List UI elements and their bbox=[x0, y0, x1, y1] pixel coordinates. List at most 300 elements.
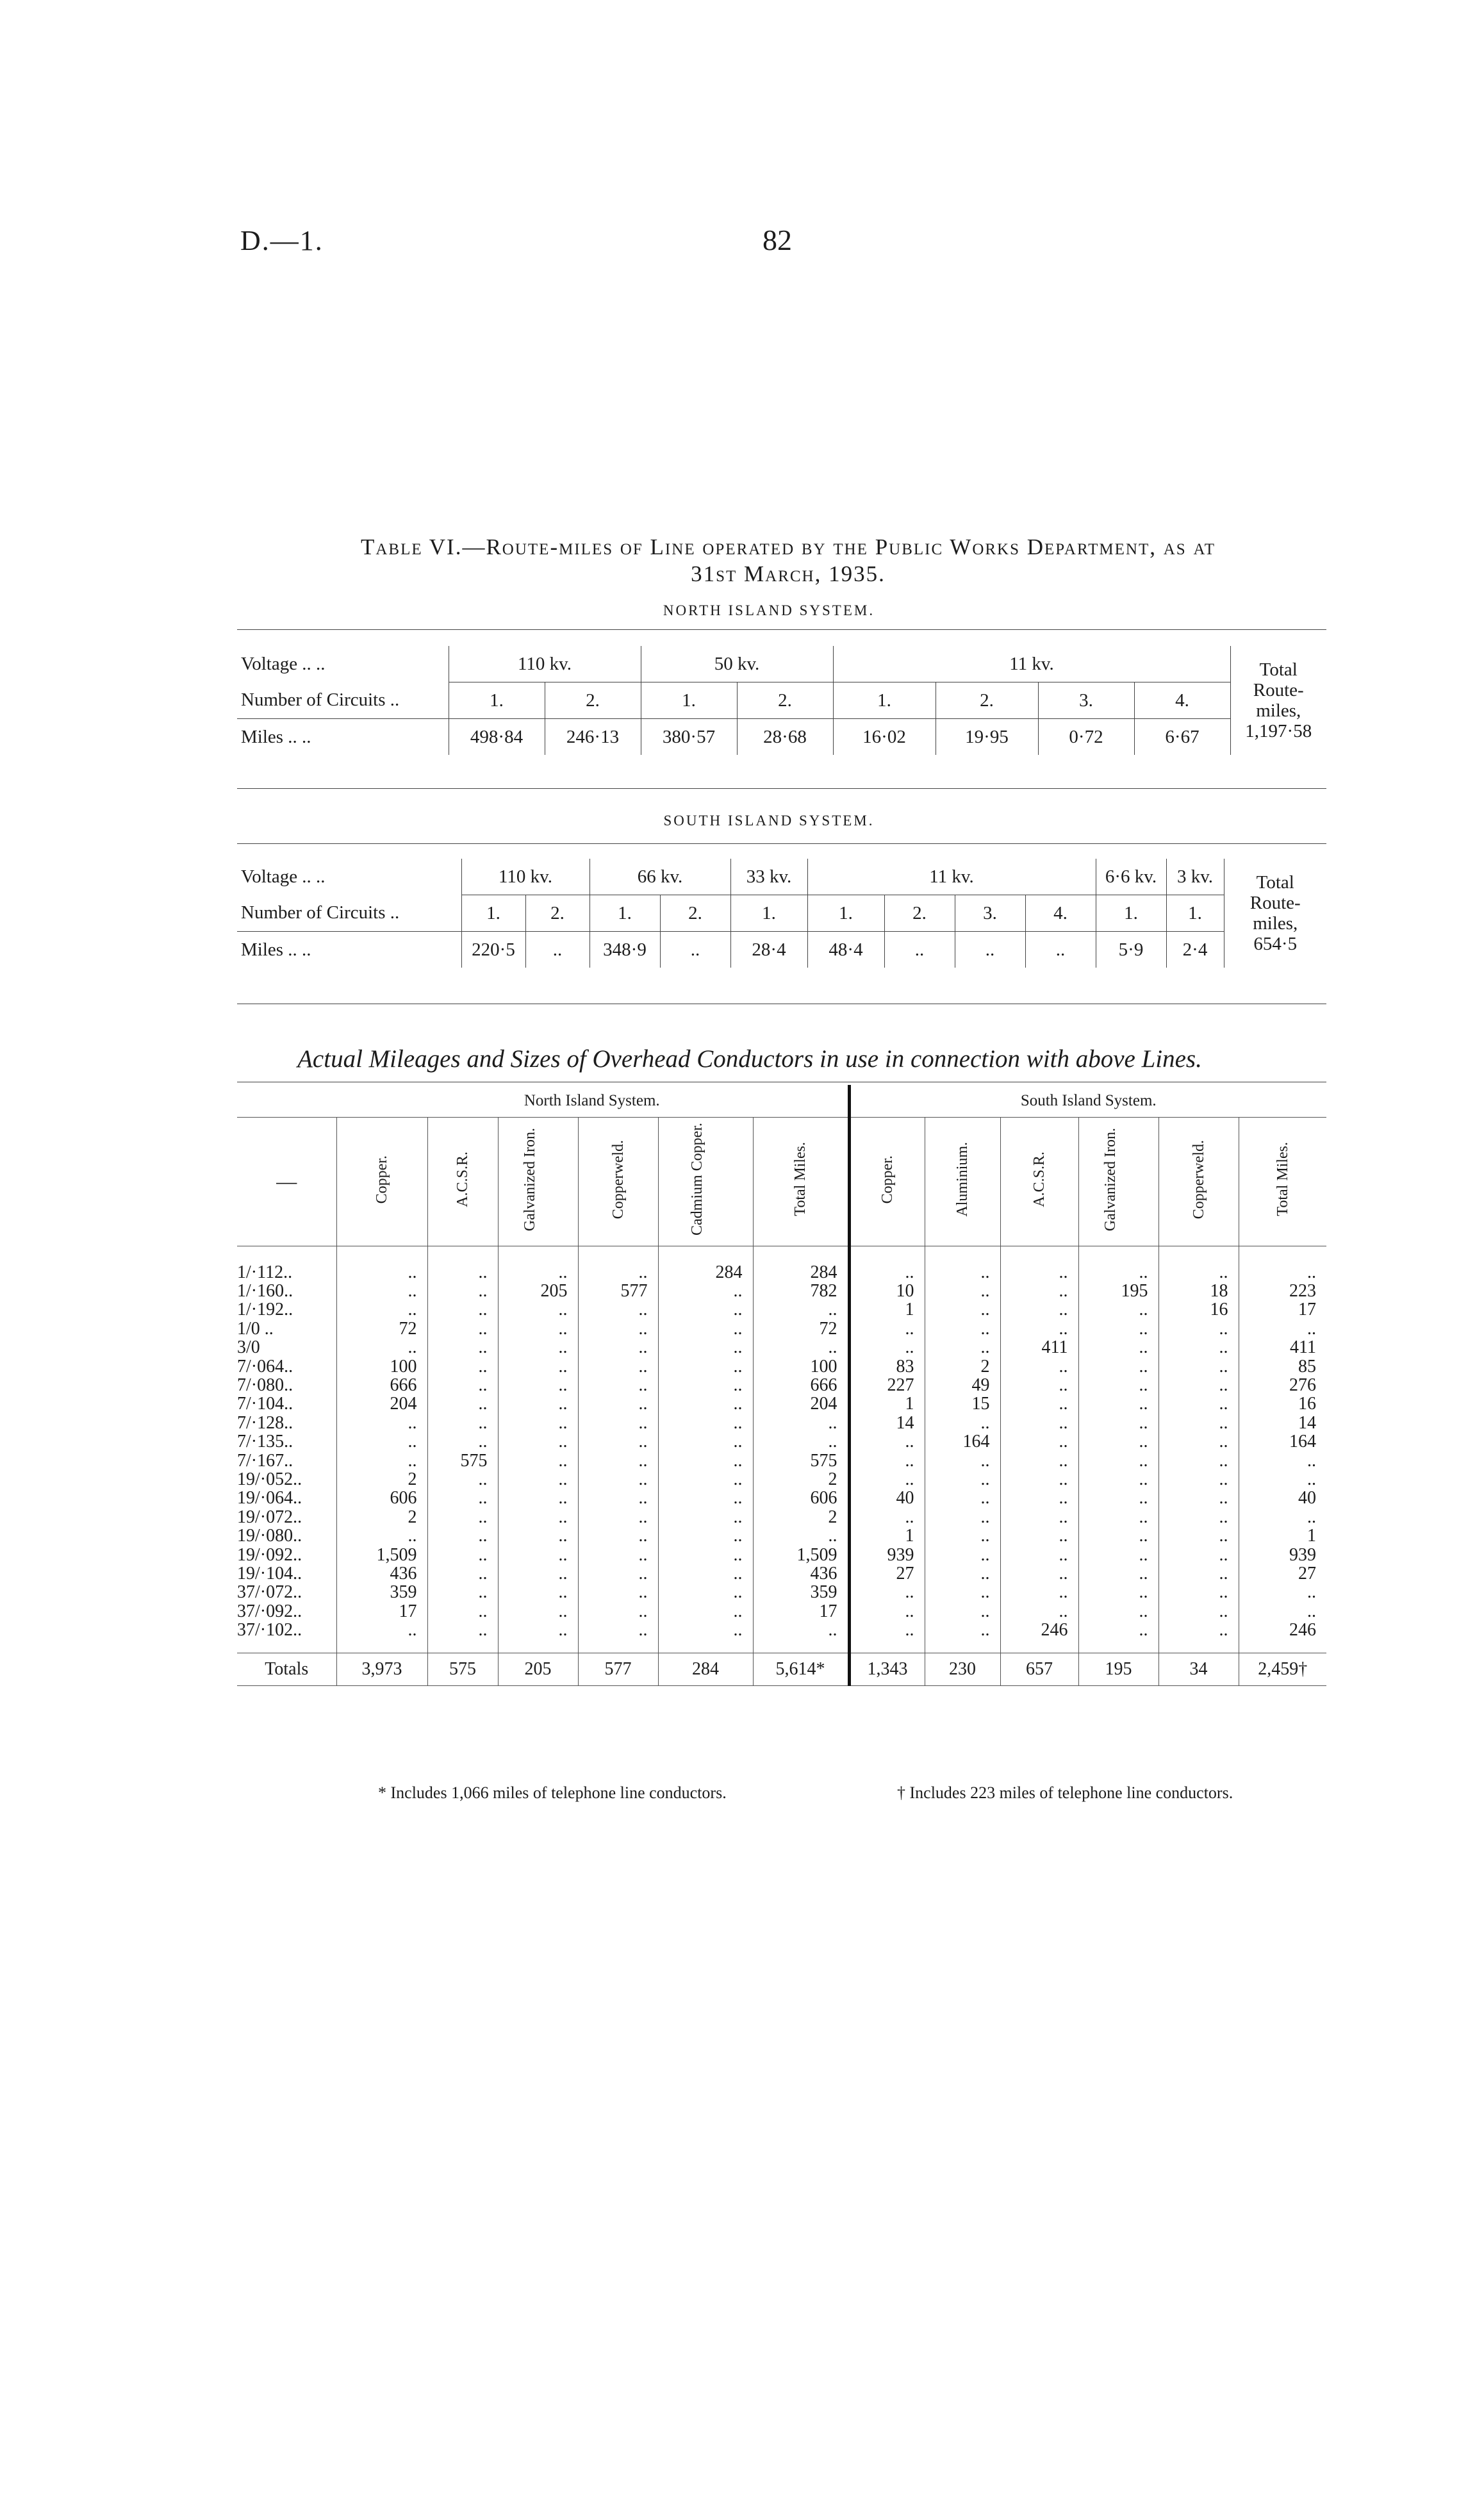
table-row bbox=[237, 1508, 1326, 1526]
north-acsr-cell: .. bbox=[427, 1602, 498, 1621]
north-acsr-cell: .. bbox=[427, 1546, 498, 1564]
north-cadmium-cell: 284 bbox=[658, 1263, 753, 1282]
south-copperweld-cell: .. bbox=[1158, 1263, 1239, 1282]
conductor-size: 7/·135.. bbox=[237, 1432, 293, 1452]
north-copper-cell: 666 bbox=[336, 1376, 427, 1394]
north-miles-value: 28·68 bbox=[737, 719, 833, 756]
south-copperweld-cell: .. bbox=[1158, 1319, 1239, 1338]
col-label: Copper. bbox=[374, 1155, 390, 1203]
conductor-size: 1/·112.. bbox=[237, 1262, 293, 1282]
north-total-cell bbox=[1230, 646, 1326, 755]
south-acsr-cell: .. bbox=[1000, 1546, 1078, 1564]
table-row bbox=[237, 1319, 1326, 1338]
north-galvanized-cell: 205 bbox=[498, 1282, 578, 1300]
south-galvanized-cell: .. bbox=[1078, 1508, 1158, 1526]
table-row bbox=[237, 1282, 1326, 1300]
north-copper-cell: .. bbox=[336, 1282, 427, 1300]
south-copperweld-cell: .. bbox=[1158, 1602, 1239, 1621]
south-circuit: 1. bbox=[589, 895, 660, 932]
north-galvanized-cell: .. bbox=[498, 1300, 578, 1319]
north-total-north-acsr-cell: 575 bbox=[427, 1653, 498, 1685]
north-copperweld-cell: .. bbox=[578, 1319, 658, 1338]
north-copperweld-cell: .. bbox=[578, 1508, 658, 1526]
north-copper-cell: .. bbox=[336, 1300, 427, 1319]
north-copperweld-cell: .. bbox=[578, 1414, 658, 1432]
north-galvanized-cell: .. bbox=[498, 1432, 578, 1451]
south-voltage-110: 110 kv. bbox=[461, 859, 589, 895]
table-row bbox=[237, 1357, 1326, 1376]
north-total-cell: 72 bbox=[753, 1319, 849, 1338]
north-copperweld-cell: .. bbox=[578, 1357, 658, 1376]
north-total-north-copper-cell: 3,973 bbox=[336, 1653, 427, 1685]
totals-label: Totals bbox=[265, 1658, 309, 1679]
south-total-cell: 246 bbox=[1239, 1621, 1326, 1639]
south-miles-value: .. bbox=[955, 932, 1025, 968]
south-copperweld-cell: .. bbox=[1158, 1414, 1239, 1432]
col-label: Copperweld. bbox=[1190, 1139, 1207, 1219]
south-copperweld-cell: .. bbox=[1158, 1451, 1239, 1470]
north-copperweld-cell: .. bbox=[578, 1432, 658, 1451]
south-aluminium-cell: .. bbox=[925, 1602, 1000, 1621]
table-row bbox=[237, 1583, 1326, 1601]
south-acsr-cell: .. bbox=[1000, 1414, 1078, 1432]
south-aluminium-cell: .. bbox=[925, 1470, 1000, 1489]
north-miles-value: 246·13 bbox=[545, 719, 641, 756]
south-system-label: South Island System. bbox=[849, 1085, 1326, 1117]
south-aluminium-cell: .. bbox=[925, 1282, 1000, 1300]
north-galvanized-cell: .. bbox=[498, 1263, 578, 1282]
south-total-south-galvanized-cell: 195 bbox=[1078, 1653, 1158, 1685]
north-copperweld-cell: .. bbox=[578, 1526, 658, 1545]
conductors-body bbox=[237, 1246, 1326, 1685]
south-circuit: 3. bbox=[955, 895, 1025, 932]
north-copper-cell: .. bbox=[336, 1338, 427, 1357]
north-cadmium-cell: .. bbox=[658, 1432, 753, 1451]
north-cadmium-cell: .. bbox=[658, 1394, 753, 1413]
south-acsr-cell: .. bbox=[1000, 1526, 1078, 1545]
south-galvanized-cell: .. bbox=[1078, 1432, 1158, 1451]
north-miles-label: Miles .. .. bbox=[241, 726, 311, 747]
south-total-cell: 1 bbox=[1239, 1526, 1326, 1545]
title-line-2: 31st March, 1935. bbox=[691, 561, 886, 586]
document-reference: D.—1. bbox=[240, 225, 324, 256]
south-total-south-acsr-cell: 657 bbox=[1000, 1653, 1078, 1685]
south-circuit: 2. bbox=[660, 895, 730, 932]
conductor-size: 37/·092.. bbox=[237, 1601, 302, 1621]
south-voltage-6-6: 6·6 kv. bbox=[1096, 859, 1166, 895]
col-label: Total Miles. bbox=[792, 1142, 809, 1217]
south-miles-value: 5·9 bbox=[1096, 932, 1166, 968]
south-total-cell: .. bbox=[1239, 1451, 1326, 1470]
south-total-south-copper-cell: 1,343 bbox=[849, 1653, 925, 1685]
north-miles-value: 0·72 bbox=[1038, 719, 1134, 756]
north-cadmium-cell: .. bbox=[658, 1546, 753, 1564]
north-copperweld-cell: .. bbox=[578, 1338, 658, 1357]
south-miles-label: Miles .. .. bbox=[241, 939, 311, 960]
title-line-1: Table VI.—Route-miles of Line operated by the Public Works Department, as at bbox=[361, 534, 1216, 559]
south-miles-value: 2·4 bbox=[1166, 932, 1224, 968]
north-total-cell: 575 bbox=[753, 1451, 849, 1470]
south-aluminium-cell: .. bbox=[925, 1489, 1000, 1507]
north-copperweld-cell: 577 bbox=[578, 1282, 658, 1300]
north-galvanized-cell: .. bbox=[498, 1546, 578, 1564]
north-cadmium-cell: .. bbox=[658, 1338, 753, 1357]
conductor-size: 1/0 .. bbox=[237, 1318, 274, 1339]
north-circuits-label: Number of Circuits .. bbox=[237, 682, 449, 719]
north-circuit: 1. bbox=[833, 682, 936, 719]
col-south-copper bbox=[849, 1117, 925, 1246]
north-cadmium-cell: .. bbox=[658, 1470, 753, 1489]
south-acsr-cell: 411 bbox=[1000, 1338, 1078, 1357]
south-copperweld-cell: 16 bbox=[1158, 1300, 1239, 1319]
south-galvanized-cell: .. bbox=[1078, 1564, 1158, 1583]
col-label: Galvanized Iron. bbox=[1101, 1127, 1119, 1231]
north-miles-value: 498·84 bbox=[449, 719, 545, 756]
north-total-cell: 204 bbox=[753, 1394, 849, 1413]
south-miles-value: 28·4 bbox=[730, 932, 807, 968]
north-copperweld-cell: .. bbox=[578, 1489, 658, 1507]
south-aluminium-cell: .. bbox=[925, 1300, 1000, 1319]
north-cadmium-cell: .. bbox=[658, 1489, 753, 1507]
north-acsr-cell: .. bbox=[427, 1432, 498, 1451]
south-galvanized-cell: .. bbox=[1078, 1414, 1158, 1432]
south-copperweld-cell: .. bbox=[1158, 1508, 1239, 1526]
south-acsr-cell: .. bbox=[1000, 1564, 1078, 1583]
totals-row bbox=[237, 1653, 1326, 1685]
north-acsr-cell: 575 bbox=[427, 1451, 498, 1470]
south-acsr-cell: .. bbox=[1000, 1470, 1078, 1489]
south-voltage-3: 3 kv. bbox=[1166, 859, 1224, 895]
south-circuit: 1. bbox=[1166, 895, 1224, 932]
south-acsr-cell: 246 bbox=[1000, 1621, 1078, 1639]
south-copperweld-cell: .. bbox=[1158, 1357, 1239, 1376]
south-acsr-cell: .. bbox=[1000, 1282, 1078, 1300]
south-miles-value: .. bbox=[884, 932, 955, 968]
south-total-cell: 164 bbox=[1239, 1432, 1326, 1451]
south-galvanized-cell: .. bbox=[1078, 1583, 1158, 1601]
north-acsr-cell: .. bbox=[427, 1319, 498, 1338]
south-total-cell: 411 bbox=[1239, 1338, 1326, 1357]
north-galvanized-cell: .. bbox=[498, 1621, 578, 1639]
table-row bbox=[237, 1376, 1326, 1394]
north-galvanized-cell: .. bbox=[498, 1583, 578, 1601]
south-copperweld-cell: 18 bbox=[1158, 1282, 1239, 1300]
south-circuits-label: Number of Circuits .. bbox=[237, 895, 461, 932]
north-total-cell: 17 bbox=[753, 1602, 849, 1621]
north-circuit: 2. bbox=[545, 682, 641, 719]
north-copper-cell: 606 bbox=[336, 1489, 427, 1507]
conductor-size: 1/·192.. bbox=[237, 1300, 293, 1320]
table-row bbox=[237, 1489, 1326, 1507]
south-galvanized-cell: .. bbox=[1078, 1394, 1158, 1413]
south-total-cell: .. bbox=[1239, 1583, 1326, 1601]
north-acsr-cell: .. bbox=[427, 1376, 498, 1394]
north-copperweld-cell: .. bbox=[578, 1583, 658, 1601]
north-top-rule bbox=[237, 629, 1326, 630]
north-galvanized-cell: .. bbox=[498, 1376, 578, 1394]
north-copperweld-cell: .. bbox=[578, 1263, 658, 1282]
footnote-south: † Includes 223 miles of telephone line conductors. bbox=[897, 1783, 1233, 1802]
south-copperweld-cell: .. bbox=[1158, 1376, 1239, 1394]
south-acsr-cell: .. bbox=[1000, 1508, 1078, 1526]
north-total-cell: 666 bbox=[753, 1376, 849, 1394]
south-aluminium-cell: .. bbox=[925, 1621, 1000, 1639]
north-copper-cell: 2 bbox=[336, 1470, 427, 1489]
south-aluminium-cell: .. bbox=[925, 1451, 1000, 1470]
north-cadmium-cell: .. bbox=[658, 1451, 753, 1470]
south-copperweld-cell: .. bbox=[1158, 1583, 1239, 1601]
table-row bbox=[237, 1546, 1326, 1564]
south-copperweld-cell: .. bbox=[1158, 1470, 1239, 1489]
north-copper-cell: 436 bbox=[336, 1564, 427, 1583]
col-label: A.C.S.R. bbox=[1031, 1151, 1048, 1207]
north-acsr-cell: .. bbox=[427, 1357, 498, 1376]
south-copper-cell: .. bbox=[849, 1621, 925, 1639]
north-copper-cell: 17 bbox=[336, 1602, 427, 1621]
north-copper-cell: .. bbox=[336, 1621, 427, 1639]
south-miles-value: 48·4 bbox=[807, 932, 884, 968]
south-total-south-aluminium-cell: 230 bbox=[925, 1653, 1000, 1685]
col-north-cadmium bbox=[658, 1117, 753, 1246]
north-galvanized-cell: .. bbox=[498, 1357, 578, 1376]
north-cadmium-cell: .. bbox=[658, 1621, 753, 1639]
south-voltage-11: 11 kv. bbox=[807, 859, 1096, 895]
south-copperweld-cell: .. bbox=[1158, 1394, 1239, 1413]
south-miles-value: 348·9 bbox=[589, 932, 660, 968]
north-copper-cell: 72 bbox=[336, 1319, 427, 1338]
north-total-cell: .. bbox=[753, 1621, 849, 1639]
north-acsr-cell: .. bbox=[427, 1263, 498, 1282]
north-voltage-label: Voltage .. .. bbox=[241, 653, 326, 674]
north-circuit: 4. bbox=[1134, 682, 1230, 719]
south-aluminium-cell: .. bbox=[925, 1526, 1000, 1545]
south-miles-value: .. bbox=[660, 932, 730, 968]
south-aluminium-cell: .. bbox=[925, 1546, 1000, 1564]
table-row bbox=[237, 1470, 1326, 1489]
conductor-size: 19/·052.. bbox=[237, 1469, 302, 1489]
north-copperweld-cell: .. bbox=[578, 1546, 658, 1564]
north-galvanized-cell: .. bbox=[498, 1489, 578, 1507]
north-total-cell: 284 bbox=[753, 1263, 849, 1282]
north-total-north-cadmium-cell: 284 bbox=[658, 1653, 753, 1685]
north-galvanized-cell: .. bbox=[498, 1414, 578, 1432]
south-aluminium-cell: .. bbox=[925, 1414, 1000, 1432]
south-galvanized-cell: 195 bbox=[1078, 1282, 1158, 1300]
south-copper-cell: 14 bbox=[849, 1414, 925, 1432]
col-label: Galvanized Iron. bbox=[521, 1127, 538, 1231]
south-route-table bbox=[237, 859, 1326, 968]
col-north-copper bbox=[336, 1117, 427, 1246]
table-row bbox=[237, 1263, 1326, 1282]
south-galvanized-cell: .. bbox=[1078, 1489, 1158, 1507]
south-aluminium-cell: 49 bbox=[925, 1376, 1000, 1394]
north-galvanized-cell: .. bbox=[498, 1451, 578, 1470]
south-acsr-cell: .. bbox=[1000, 1263, 1078, 1282]
north-system-label: North Island System. bbox=[336, 1085, 849, 1117]
north-copperweld-cell: .. bbox=[578, 1394, 658, 1413]
north-copper-cell: 100 bbox=[336, 1357, 427, 1376]
north-miles-value: 6·67 bbox=[1134, 719, 1230, 756]
north-total-north-galvanized-cell: 205 bbox=[498, 1653, 578, 1685]
south-copper-cell: 227 bbox=[849, 1376, 925, 1394]
south-total-cell: 223 bbox=[1239, 1282, 1326, 1300]
south-acsr-cell: .. bbox=[1000, 1319, 1078, 1338]
conductor-size: 7/·104.. bbox=[237, 1394, 293, 1414]
south-circuit: 1. bbox=[1096, 895, 1166, 932]
north-copper-cell: .. bbox=[336, 1526, 427, 1545]
south-circuit: 1. bbox=[807, 895, 884, 932]
south-aluminium-cell: .. bbox=[925, 1319, 1000, 1338]
col-south-copperweld bbox=[1158, 1117, 1239, 1246]
south-aluminium-cell: 2 bbox=[925, 1357, 1000, 1376]
south-copper-cell: .. bbox=[849, 1470, 925, 1489]
conductor-size: 3/0 bbox=[237, 1337, 260, 1358]
south-galvanized-cell: .. bbox=[1078, 1300, 1158, 1319]
south-galvanized-cell: .. bbox=[1078, 1546, 1158, 1564]
conductor-size: 37/·102.. bbox=[237, 1620, 302, 1641]
south-total-cell: .. bbox=[1239, 1508, 1326, 1526]
conductor-size: 19/·064.. bbox=[237, 1488, 302, 1509]
north-cadmium-cell: .. bbox=[658, 1602, 753, 1621]
col-label: A.C.S.R. bbox=[454, 1151, 471, 1207]
north-total-north-copperweld-cell: 577 bbox=[578, 1653, 658, 1685]
south-total-cell: 40 bbox=[1239, 1489, 1326, 1507]
page-number: 82 bbox=[763, 224, 792, 256]
south-copper-cell: .. bbox=[849, 1451, 925, 1470]
south-copper-cell: .. bbox=[849, 1319, 925, 1338]
south-aluminium-cell: .. bbox=[925, 1564, 1000, 1583]
south-copper-cell: .. bbox=[849, 1508, 925, 1526]
north-cadmium-cell: .. bbox=[658, 1319, 753, 1338]
south-total-cell: 16 bbox=[1239, 1394, 1326, 1413]
table-row bbox=[237, 1300, 1326, 1319]
north-galvanized-cell: .. bbox=[498, 1526, 578, 1545]
conductor-size: 19/·072.. bbox=[237, 1507, 302, 1527]
south-system-heading: SOUTH ISLAND SYSTEM. bbox=[663, 813, 875, 829]
north-copperweld-cell: .. bbox=[578, 1376, 658, 1394]
col-north-acsr bbox=[427, 1117, 498, 1246]
south-copper-cell: 40 bbox=[849, 1489, 925, 1507]
south-copperweld-cell: .. bbox=[1158, 1432, 1239, 1451]
north-circuit: 2. bbox=[936, 682, 1038, 719]
size-column-header: — bbox=[237, 1117, 336, 1246]
table-row bbox=[237, 1338, 1326, 1357]
south-aluminium-cell: .. bbox=[925, 1263, 1000, 1282]
south-acsr-cell: .. bbox=[1000, 1300, 1078, 1319]
south-copper-cell: .. bbox=[849, 1263, 925, 1282]
south-copperweld-cell: .. bbox=[1158, 1621, 1239, 1639]
col-south-acsr bbox=[1000, 1117, 1078, 1246]
south-total-cell: 27 bbox=[1239, 1564, 1326, 1583]
north-galvanized-cell: .. bbox=[498, 1338, 578, 1357]
table-row bbox=[237, 1394, 1326, 1413]
south-total-label: Total Route-miles, bbox=[1249, 872, 1301, 934]
north-miles-value: 380·57 bbox=[641, 719, 737, 756]
north-galvanized-cell: .. bbox=[498, 1319, 578, 1338]
conductor-size: 37/·072.. bbox=[237, 1582, 302, 1603]
north-acsr-cell: .. bbox=[427, 1470, 498, 1489]
south-galvanized-cell: .. bbox=[1078, 1451, 1158, 1470]
north-voltage-50: 50 kv. bbox=[641, 646, 833, 682]
north-total-cell: 782 bbox=[753, 1282, 849, 1300]
conductor-size: 19/·092.. bbox=[237, 1544, 302, 1565]
north-cadmium-cell: .. bbox=[658, 1414, 753, 1432]
south-copperweld-cell: .. bbox=[1158, 1526, 1239, 1545]
south-copperweld-cell: .. bbox=[1158, 1546, 1239, 1564]
north-cadmium-cell: .. bbox=[658, 1300, 753, 1319]
north-galvanized-cell: .. bbox=[498, 1564, 578, 1583]
col-south-aluminium bbox=[925, 1117, 1000, 1246]
south-voltage-66: 66 kv. bbox=[589, 859, 730, 895]
north-acsr-cell: .. bbox=[427, 1526, 498, 1545]
south-total-cell: .. bbox=[1239, 1470, 1326, 1489]
north-copper-cell: 204 bbox=[336, 1394, 427, 1413]
col-north-total bbox=[753, 1117, 849, 1246]
table-row bbox=[237, 1451, 1326, 1470]
north-voltage-110: 110 kv. bbox=[449, 646, 641, 682]
north-system-heading: NORTH ISLAND SYSTEM. bbox=[663, 602, 875, 618]
north-copper-cell: 1,509 bbox=[336, 1546, 427, 1564]
north-circuit: 1. bbox=[641, 682, 737, 719]
south-total-cell: 939 bbox=[1239, 1546, 1326, 1564]
north-copper-cell: .. bbox=[336, 1451, 427, 1470]
conductor-size: 7/·167.. bbox=[237, 1450, 293, 1471]
north-galvanized-cell: .. bbox=[498, 1470, 578, 1489]
table-row bbox=[237, 1414, 1326, 1432]
north-copperweld-cell: .. bbox=[578, 1470, 658, 1489]
north-total-cell: .. bbox=[753, 1414, 849, 1432]
north-copper-cell: .. bbox=[336, 1263, 427, 1282]
south-circuit: 2. bbox=[525, 895, 589, 932]
north-cadmium-cell: .. bbox=[658, 1583, 753, 1601]
south-copper-cell: 1 bbox=[849, 1394, 925, 1413]
south-galvanized-cell: .. bbox=[1078, 1357, 1158, 1376]
north-cadmium-cell: .. bbox=[658, 1564, 753, 1583]
north-total-cell: 359 bbox=[753, 1583, 849, 1601]
col-label: Total Miles. bbox=[1274, 1142, 1291, 1217]
north-total-cell: .. bbox=[753, 1300, 849, 1319]
south-copper-cell: .. bbox=[849, 1338, 925, 1357]
col-label: Copperweld. bbox=[609, 1139, 627, 1219]
south-aluminium-cell: .. bbox=[925, 1583, 1000, 1601]
conductor-size: 7/·064.. bbox=[237, 1356, 293, 1377]
south-acsr-cell: .. bbox=[1000, 1489, 1078, 1507]
col-label: Cadmium Copper. bbox=[689, 1123, 705, 1236]
south-copper-cell: .. bbox=[849, 1432, 925, 1451]
south-total-cell: .. bbox=[1239, 1263, 1326, 1282]
footnote-north: * Includes 1,066 miles of telephone line conductors. bbox=[378, 1783, 727, 1802]
south-circuit: 1. bbox=[730, 895, 807, 932]
south-acsr-cell: .. bbox=[1000, 1394, 1078, 1413]
north-total-cell: 1,509 bbox=[753, 1546, 849, 1564]
north-acsr-cell: .. bbox=[427, 1282, 498, 1300]
south-copperweld-cell: .. bbox=[1158, 1338, 1239, 1357]
south-acsr-cell: .. bbox=[1000, 1432, 1078, 1451]
table-row bbox=[237, 1564, 1326, 1583]
north-cadmium-cell: .. bbox=[658, 1376, 753, 1394]
conductor-size: 19/·104.. bbox=[237, 1564, 302, 1583]
south-copper-cell: .. bbox=[849, 1583, 925, 1601]
north-acsr-cell: .. bbox=[427, 1394, 498, 1413]
north-cadmium-cell: .. bbox=[658, 1357, 753, 1376]
south-copperweld-cell: .. bbox=[1158, 1489, 1239, 1507]
table-row bbox=[237, 1602, 1326, 1621]
south-total-cell: 14 bbox=[1239, 1414, 1326, 1432]
south-galvanized-cell: .. bbox=[1078, 1621, 1158, 1639]
north-circuit: 3. bbox=[1038, 682, 1134, 719]
north-total-cell: .. bbox=[753, 1526, 849, 1545]
south-total-south-total-cell: 2,459† bbox=[1239, 1653, 1326, 1685]
